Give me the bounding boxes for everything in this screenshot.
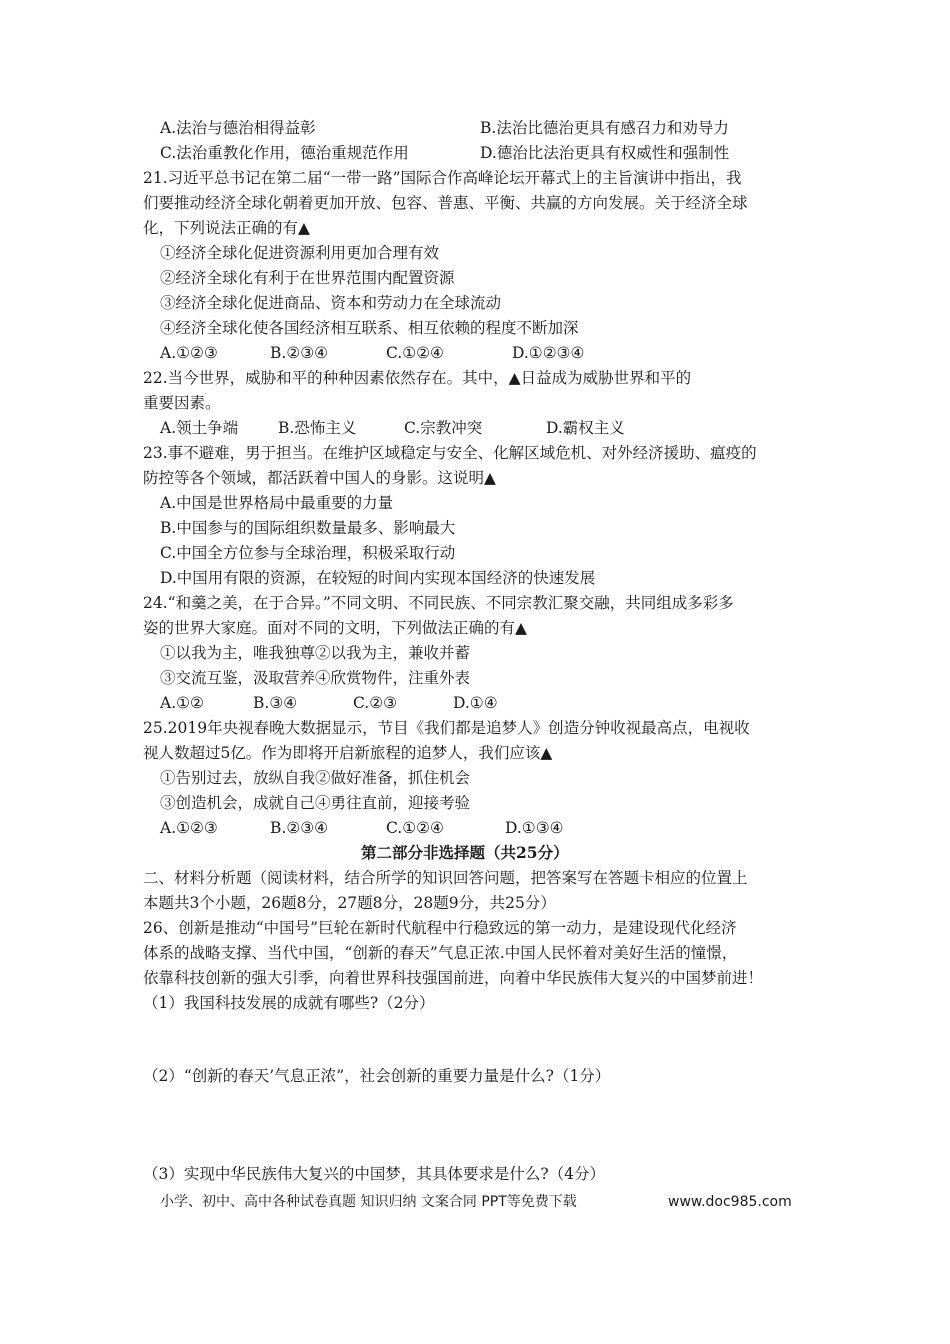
part2-title: 第二部分非选择题（共25分）: [361, 843, 569, 862]
q24-option-d: D.①④: [453, 694, 498, 712]
q20-option-b: B.法治比德治更具有感召力和劝导力: [480, 119, 729, 137]
q26-subquestion-3: （3）实现中华民族伟大复兴的中国梦，其具体要求是什么?（4分）: [143, 1165, 606, 1183]
q24-option-a: A.①②: [160, 694, 204, 712]
q24-item-1: ①以我为主，唯我独尊②以我为主，兼收并蓄: [160, 644, 471, 662]
q21-option-b: B.②③④: [270, 344, 329, 362]
q25-option-d: D.①③④: [505, 819, 564, 837]
q23-option-d: D.中国用有限的资源，在较短的时间内实现本国经济的快速发展: [160, 569, 596, 587]
q24-item-2: ③交流互鉴，汲取营养④欣赏物件，注重外表: [160, 669, 471, 687]
footer-url[interactable]: www.doc985.com: [668, 1194, 792, 1210]
q26-subquestion-2: （2）“创新的春天’气息正浓”，社会创新的重要力量是什么?（1分）: [143, 1067, 611, 1085]
q23-option-b: B.中国参与的国际组织数量最多、影响最大: [160, 519, 456, 537]
q26-stem-line-2: 体系的战略支撑、当代中国，“创新的春天”气息正浓.中国人民怀着对美好生活的憧憬，: [143, 944, 738, 962]
q24-stem-line-2: 姿的世界大家庭。面对不同的文明，下列做法正确的有▲: [143, 619, 527, 637]
q21-stem-line-3: 化，下列说法正确的有▲: [143, 219, 310, 237]
q26-stem-line-1: 26、创新是推动“中国号”巨轮在新时代航程中行稳致远的第一动力，是建设现代化经济: [143, 919, 737, 937]
q20-option-a: A.法治与德治相得益彰: [160, 119, 316, 137]
q25-option-c: C.①②④: [386, 819, 444, 837]
q24-option-c: C.②③: [353, 694, 398, 712]
q23-option-a: A.中国是世界格局中最重要的力量: [160, 494, 394, 512]
q25-stem-line-1: 25.2019年央视春晚大数据显示，节目《我们都是追梦人》创造分钟收视最高点，电视收: [143, 719, 750, 737]
q24-option-b: B.③④: [253, 694, 298, 712]
q25-option-b: B.②③④: [270, 819, 329, 837]
q20-option-d: D.德治比法治更具有权威性和强制性: [480, 144, 730, 162]
q25-option-a: A.①②③: [160, 819, 218, 837]
q22-stem-line-2: 重要因素。: [143, 394, 221, 412]
q22-option-c: C.宗教冲突: [404, 419, 483, 437]
q25-stem-line-2: 视人数超过5亿。作为即将开启新旅程的追梦人，我们应该▲: [143, 744, 553, 762]
q26-subquestion-1: （1）我国科技发展的成就有哪些?（2分）: [143, 994, 435, 1012]
footer-text: 小学、初中、高中各种试卷真题 知识归纳 文案合同 PPT等免费下载: [160, 1194, 577, 1210]
q20-option-c: C.法治重教化作用，德治重规范作用: [160, 144, 409, 162]
q21-option-a: A.①②③: [160, 344, 218, 362]
q21-stem-line-2: 们要推动经济全球化朝着更加开放、包容、普惠、平衡、共赢的方向发展。关于经济全球: [143, 194, 748, 212]
q22-stem-line-1: 22.当今世界，威胁和平的种种因素依然存在。其中，▲日益成为威胁世界和平的: [143, 369, 692, 387]
q25-item-1: ①告别过去，放纵自我②做好准备，抓住机会: [160, 769, 471, 787]
q23-stem-line-1: 23.事不避难，男于担当。在维护区域稳定与安全、化解区域危机、对外经济援助、瘟疫的: [143, 444, 757, 462]
q21-option-d: D.①②③④: [512, 344, 585, 362]
q26-stem-line-3: 依靠科技创新的强大引季，向着世界科技强国前进，向着中华民族伟大复兴的中国梦前进！: [143, 969, 764, 987]
q21-stem-line-1: 21.习近平总书记在第二届“一带一路”国际合作高峰论坛开幕式上的主旨演讲中指出，我: [143, 169, 742, 187]
q22-option-d: D.霸权主义: [546, 419, 625, 437]
part2-intro-line-2: 本题共3个小题，26题8分，27题8分，28题9分，共25分）: [143, 894, 556, 912]
q23-stem-line-2: 防控等各个领域，都活跃着中国人的身影。这说明▲: [143, 469, 496, 487]
q24-stem-line-1: 24.“和羹之美，在于合异。”不同文明、不同民族、不同宗教汇聚交融，共同组成多彩多: [143, 594, 734, 612]
q25-item-2: ③创造机会，成就自己④勇往直前，迎接考验: [160, 794, 471, 812]
q21-item-4: ④经济全球化使各国经济相互联系、相互依赖的程度不断加深: [160, 319, 579, 337]
q22-option-a: A.领土争端: [160, 419, 239, 437]
part2-intro-line-1: 二、材料分析题（阅读材料，结合所学的知识回答问题，把答案写在答题卡相应的位置上: [143, 869, 748, 887]
q21-item-3: ③经济全球化促进商品、资本和劳动力在全球流动: [160, 294, 502, 312]
q21-item-1: ①经济全球化促进资源利用更加合理有效: [160, 244, 440, 262]
q22-option-b: B.恐怖主义: [278, 419, 357, 437]
q21-item-2: ②经济全球化有利于在世界范围内配置资源: [160, 269, 455, 287]
q23-option-c: C.中国全方位参与全球治理，积极采取行动: [160, 544, 456, 562]
q21-option-c: C.①②④: [386, 344, 444, 362]
